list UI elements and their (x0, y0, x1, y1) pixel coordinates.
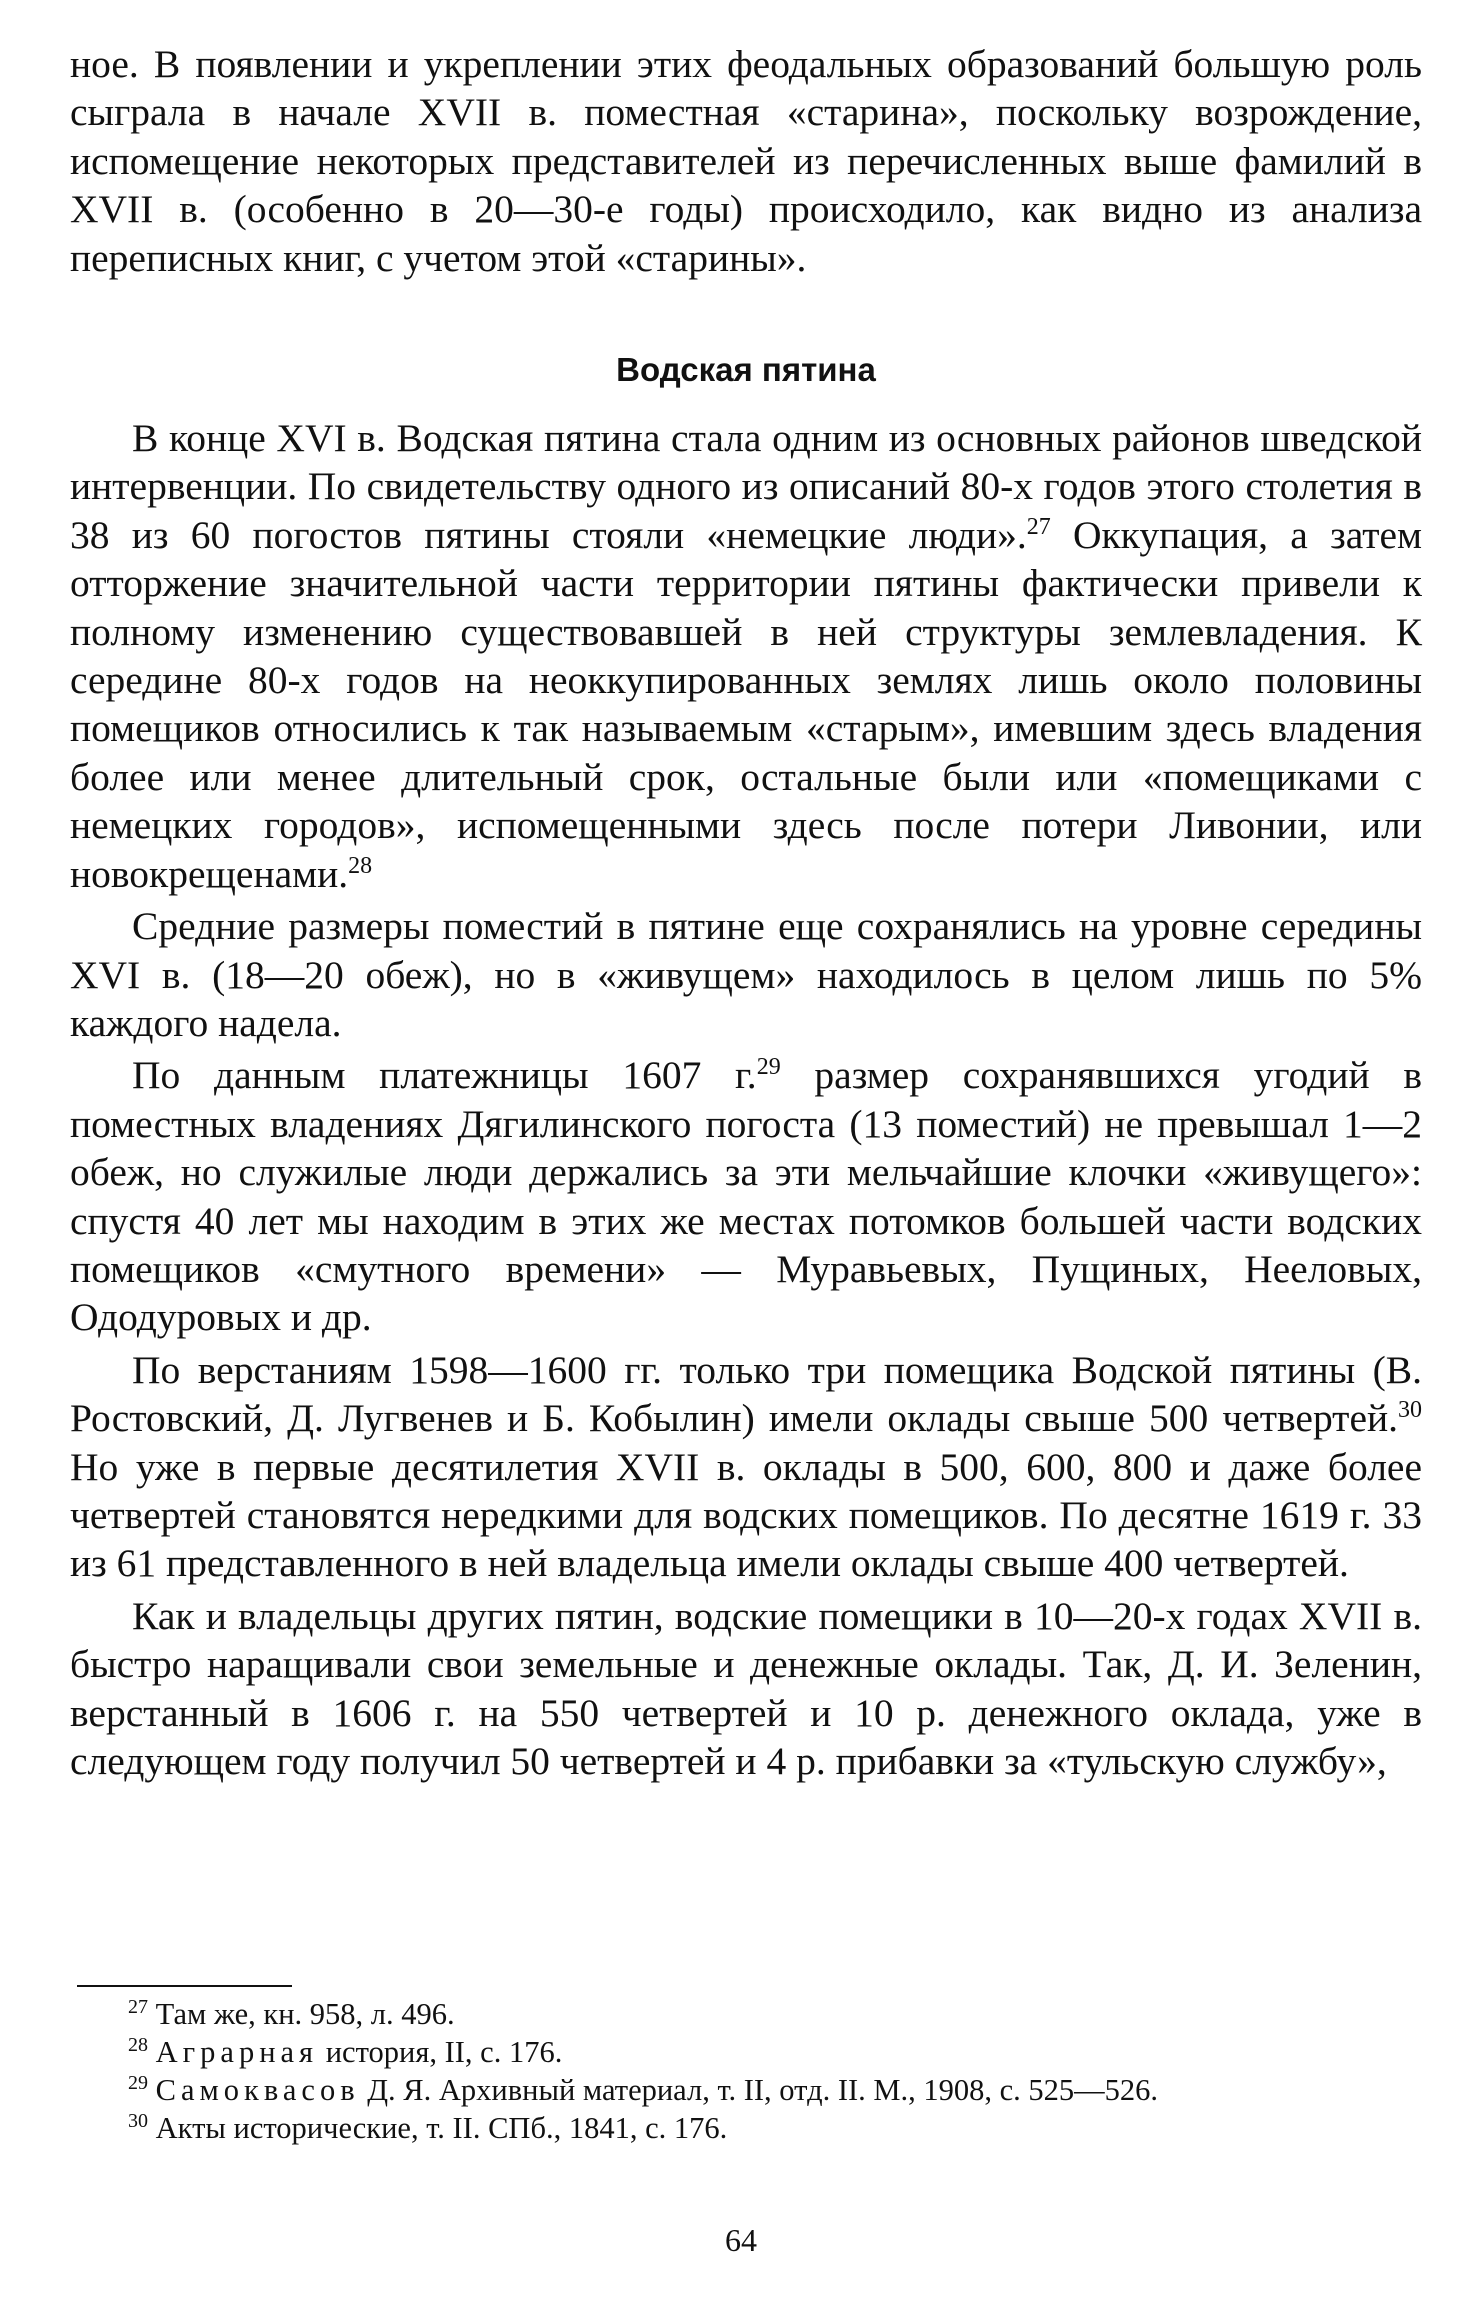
footnote-29 (70, 2071, 1422, 2109)
intro-paragraph: ное. В появлении и укреплении этих феодальных образований большую роль сыграла в начале XVII в. поместная «старина», поскольку возрождение, испомещение некоторых представителей из перечисленных выше фамилий в XVII в. (особенно в 20—30-е годы) происходило, как видно из анализа переписных книг, с учетом этой «старины». (70, 42, 1422, 280)
footnote-ref-29[interactable]: 29 (756, 1054, 781, 1081)
footnote-text: Акты исторические, т. II. СПб., 1841, с. 176. (155, 2111, 728, 2145)
footnote-ref-30[interactable]: 30 (1398, 1397, 1422, 1423)
footnotes (70, 1995, 1422, 2147)
footnote-text: Д. Я. Архивный материал, т. II, отд. II. М., 1908, с. 525—526. (359, 2073, 1159, 2107)
paragraph-4 (70, 1346, 1422, 1588)
paragraph-1-text-cont: Оккупация, а затем отторжение значительной части территории пятины фактически привели к полному изменению существовавшей в ней структуры землевладения. К середине 80-х годов на неоккупированных землях лишь около половины помещиков относились к так называемым «старым», имевшим здесь владения более или менее длительный срок, остальные были или «помещиками с немецких городов», испомещенными здесь после потери Ливонии, или новокрещенами. (70, 512, 1422, 896)
footnote-ref-28[interactable]: 28 (348, 852, 373, 879)
footnote-number: 28 (128, 2033, 148, 2056)
footnote-spaced-author: Самоквасов (155, 2073, 360, 2107)
footnote-text: история, II, с. 176. (318, 2035, 563, 2069)
footnote-text: Там же, кн. 958, л. 496. (155, 1997, 455, 2031)
paragraph-4-text-cont: Но уже в первые десятилетия XVII в. оклады в 500, 600, 800 и даже более четвертей становятся нередкими для водских помещиков. По десятне 1619 г. 33 из 61 представленного в ней владельца имели оклады свыше 400 четвертей. (70, 1444, 1422, 1586)
page-number: 64 (725, 2222, 757, 2258)
paragraph-1 (70, 414, 1422, 898)
footnote-number: 30 (128, 2109, 148, 2132)
footnote-spaced-title: Аграрная (155, 2035, 319, 2069)
footnote-28 (70, 2033, 1422, 2071)
paragraph-5: Как и владельцы других пятин, водские помещики в 10—20-х годах XVII в. быстро наращивали свои земельные и денежные оклады. Так, Д. И. Зеленин, верстанный в 1606 г. на 550 четвертей и 10 р. денежного оклада, уже в следующем году получил 50 четвертей и 4 р. прибавки за «тульскую службу», (70, 1593, 1422, 1783)
paragraph-4-text: По верстаниям 1598—1600 гг. только три помещика Водской пятины (В. Ростовский, Д. Лугвенев и Б. Кобылин) имели оклады свыше 500 четвертей. (70, 1347, 1422, 1441)
footnote-30 (70, 2109, 1422, 2147)
paragraph-2: Средние размеры поместий в пятине еще сохранялись на уровне середины XVI в. (18—20 обеж), но в «живущем» находилось в целом лишь по 5% каждого надела. (70, 904, 1422, 1045)
paragraph-1-text: В конце XVI в. Водская пятина стала одним из основных районов шведской интервенции. По свидетельству одного из описаний 80-х годов этого столетия в 38 из 60 погостов пятины стояли «немецкие люди». (70, 416, 1422, 557)
paragraph-3 (70, 1051, 1422, 1341)
footnote-27 (70, 1995, 1422, 2033)
paragraph-3-text: По данным платежницы 1607 г. (132, 1053, 757, 1098)
page-body (70, 40, 1422, 1785)
footnote-divider (77, 1985, 292, 1987)
section-heading: Водская пятина (616, 351, 876, 389)
footnote-number: 29 (128, 2071, 148, 2094)
footnote-ref-27[interactable]: 27 (1026, 513, 1051, 540)
footnote-number: 27 (128, 1995, 148, 2018)
paragraph-3-text-cont: размер сохранявшихся угодий в поместных владениях Дягилинского погоста (13 поместий) не превышал 1—2 обеж, но служилые люди держались за эти мельчайшие клочки «живущего»: спустя 40 лет мы находим в этих же местах потомков большей части водских помещиков «смутного времени» — Муравьевых, Пущиных, Нееловых, Ододуровых и др. (70, 1053, 1422, 1340)
